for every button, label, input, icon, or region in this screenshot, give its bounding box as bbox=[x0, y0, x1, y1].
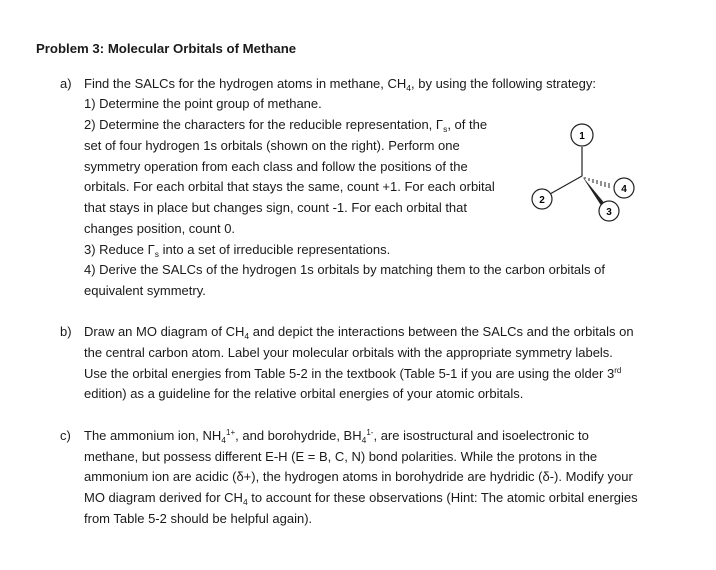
part-a-line-11: equivalent symmetry. bbox=[84, 283, 206, 298]
part-a-line-3: 2) Determine the characters for the reducible representation, $\Gamma_s$, of the bbox=[84, 117, 488, 134]
part-a-line-4: set of four hydrogen 1s orbitals (shown on the right). Perform one bbox=[84, 138, 460, 153]
part-b-label: b) bbox=[60, 324, 72, 339]
orbital-label-3: 3 bbox=[606, 207, 612, 218]
orbital-label-4: 4 bbox=[621, 184, 627, 195]
methane-hydrogen-orbitals-figure bbox=[525, 122, 640, 222]
part-a-line-1: Find the SALCs for the hydrogen atoms in methane, $CH_4$, by using the following strategy: bbox=[84, 76, 597, 93]
problem-title: Problem 3: Molecular Orbitals of Methane bbox=[36, 41, 297, 56]
part-c-line-3: ammonium ion are acidic (δ+), the hydrogen atoms in borohydride are hydridic (δ-). Modify your bbox=[84, 469, 633, 484]
part-a-line-2: 1) Determine the point group of methane. bbox=[84, 96, 322, 111]
part-b-line-3: Use the orbital energies from Table 5-2 in the textbook (Table 5-1 if you are using the older 3rd bbox=[84, 366, 622, 381]
part-a-line-9: 3) Reduce $\Gamma_s$ into a set of irreducible representations. bbox=[84, 242, 391, 259]
orbital-label-2: 2 bbox=[539, 195, 545, 206]
part-a-line-6: orbitals. For each orbital that stays the same, count +1. For each orbital bbox=[84, 179, 495, 194]
bond-2 bbox=[550, 176, 582, 194]
part-a-line-10: 4) Derive the SALCs of the hydrogen 1s orbitals by matching them to the carbon orbitals of bbox=[84, 262, 605, 277]
part-c-line-4: MO diagram derived for $CH_4$ to account for these observations (Hint: The atomic orbital energies bbox=[84, 490, 638, 507]
bond-3-wedge bbox=[582, 176, 606, 207]
part-c-line-5: from Table 5-2 should be helpful again). bbox=[84, 511, 313, 526]
part-b-line-4: edition) as a guideline for the relative orbital energies of your atomic orbitals. bbox=[84, 386, 524, 401]
part-c-line-1: The ammonium ion, $NH_4^{1+}$, and borohydride, $BH_4^{1-}$, are isostructural and isoelectronic to bbox=[84, 428, 589, 445]
part-c-label: c) bbox=[60, 428, 71, 443]
part-a-label: a) bbox=[60, 76, 72, 91]
hydrogen-orbital-3 bbox=[599, 201, 619, 221]
part-c-line-2: methane, but possess different E-H (E = B, C, N) bond polarities. While the protons in the bbox=[84, 449, 598, 464]
part-b-line-2: the central carbon atom. Label your molecular orbitals with the appropriate symmetry labels. bbox=[84, 345, 613, 360]
part-a-line-8: changes position, count 0. bbox=[84, 221, 236, 236]
part-a-line-5: symmetry operation from each class and follow the positions of the bbox=[84, 159, 468, 174]
bond-4-hashed bbox=[585, 177, 609, 188]
hydrogen-orbital-4 bbox=[614, 178, 634, 198]
orbital-label-1: 1 bbox=[579, 131, 585, 142]
hydrogen-orbital-2 bbox=[532, 189, 552, 209]
hydrogen-orbital-1 bbox=[571, 124, 593, 146]
part-b-line-1: Draw an MO diagram of $CH_4$ and depict the interactions between the SALCs and the orbitals on bbox=[84, 324, 634, 341]
part-a-line-7: that stays in place but changes sign, count -1. For each orbital that bbox=[84, 200, 467, 215]
